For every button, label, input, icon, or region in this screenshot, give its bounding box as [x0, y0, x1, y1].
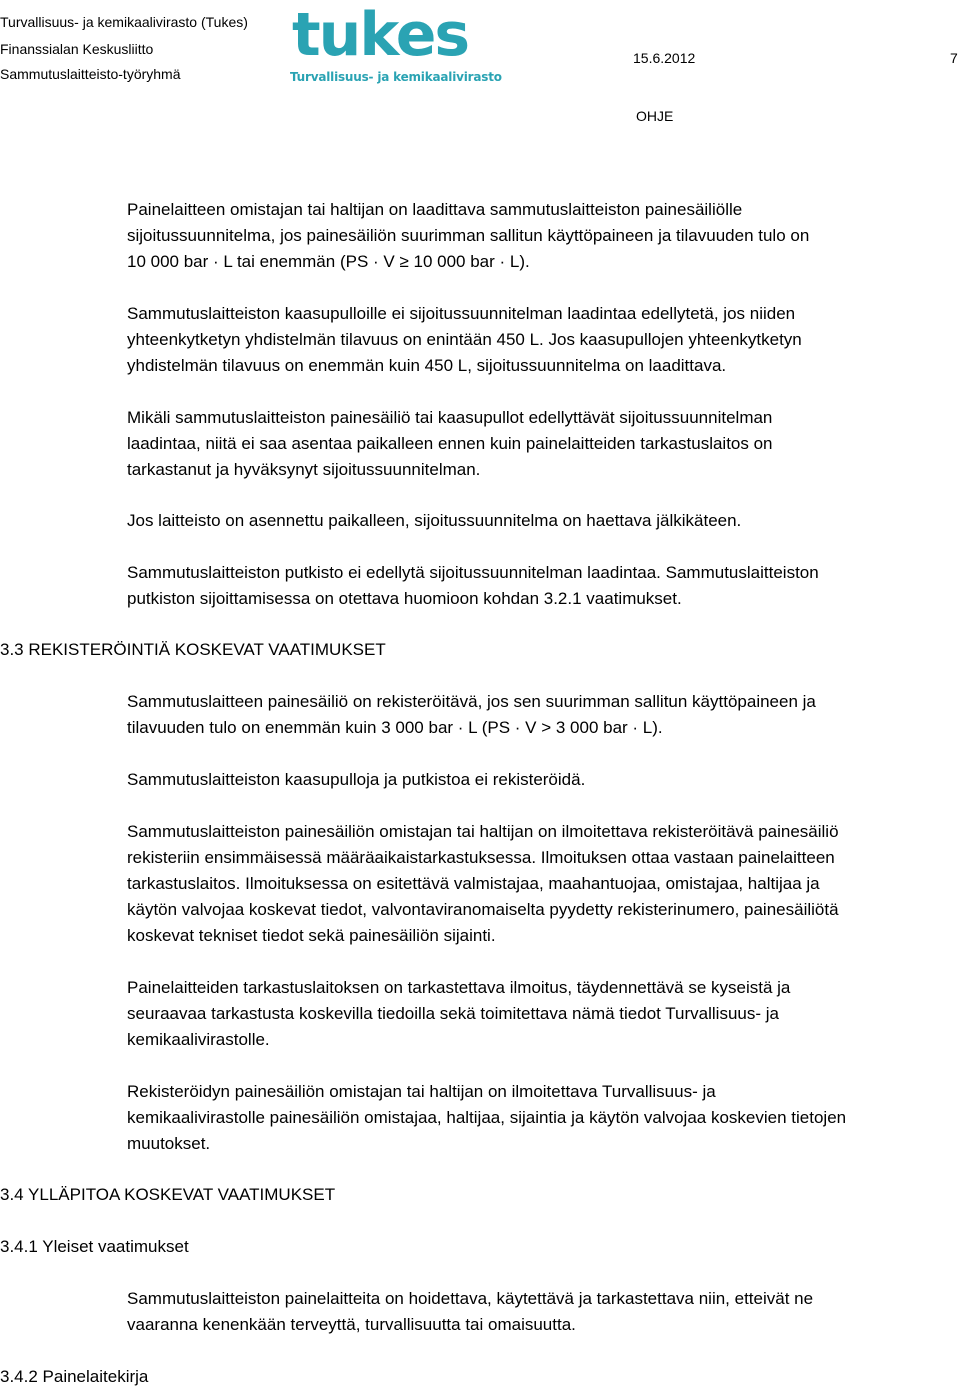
text-line: laadintaa, niitä ei saa asentaa paikalleen ennen kuin painelaitteiden tarkastuslaitos on	[127, 434, 773, 453]
text-line: Mikäli sammutuslaitteiston painesäiliö tai kaasupullot edellyttävät sijoitussuunnitelman	[127, 408, 773, 427]
paragraph-installation	[127, 405, 959, 483]
text-line: Rekisteröidyn painesäiliön omistajan tai haltijan on ilmoitettava Turvallisuus- ja	[127, 1082, 716, 1101]
paragraph-inspection-body	[127, 975, 959, 1053]
text-line: Sammutuslaitteiston kaasupulloille ei sijoitussuunnitelman laadintaa edellytetä, jos niiden	[127, 304, 796, 323]
text-line: Sammutuslaitteen painesäiliö on rekisteröitävä, jos sen suurimman sallitun käyttöpaineen ja	[127, 692, 816, 711]
text-line: rekisteriin ensimmäisessä määräaikaistarkastuksessa. Ilmoituksen ottaa vastaan painelaitteen	[127, 848, 835, 867]
text-line: Jos laitteisto on asennettu paikalleen, sijoitussuunnitelma on haettava jälkikäteen.	[127, 511, 742, 530]
document-header	[0, 10, 248, 87]
text-line: käytön valvojaa koskevat tiedot, valvontaviranomaiselta pyydetty rekisterinumero, painesäiliötä	[127, 900, 839, 919]
text-line: Sammutuslaitteiston painelaitteita on hoidettava, käytettävä ja tarkastettava niin, etteivät ne	[127, 1289, 814, 1308]
logo-word: tukes	[292, 0, 469, 70]
section-heading-3-4-1: 3.4.1 Yleiset vaatimukset	[0, 1237, 189, 1256]
header-organization: Finanssialan Keskusliitto	[0, 41, 154, 57]
paragraph-gas-cylinders	[127, 301, 959, 379]
paragraph-changes	[127, 1079, 959, 1157]
text-line: tilavuuden tulo on enemmän kuin 3 000 bar · L (PS · V > 3 000 bar · L).	[127, 718, 663, 737]
section-heading-3-3: 3.3 REKISTERÖINTIÄ KOSKEVAT VAATIMUKSET	[0, 640, 386, 659]
text-line: yhdistelmän tilavuus on enemmän kuin 450 L, sijoitussuunnitelma on laadittava.	[127, 356, 727, 375]
section-heading-3-4: 3.4 YLLÄPITOA KOSKEVAT VAATIMUKSET	[0, 1185, 336, 1204]
text-line: Sammutuslaitteiston putkisto ei edellytä sijoitussuunnitelman laadintaa. Sammutuslaitteiston	[127, 563, 819, 582]
section-heading-3-4-2: 3.4.2 Painelaitekirja	[0, 1367, 149, 1386]
paragraph-retroactive	[127, 508, 959, 534]
text-line: tarkastuslaitos. Ilmoituksessa on esitettävä valmistajaa, maahantuojaa, omistajaa, haltijaa ja	[127, 874, 820, 893]
text-line: Sammutuslaitteiston kaasupulloja ja putkistoa ei rekisteröidä.	[127, 770, 586, 789]
paragraph-placement-plan	[127, 197, 959, 275]
text-line: Painelaitteen omistajan tai haltijan on laadittava sammutuslaitteiston painesäiliölle	[127, 200, 743, 219]
text-line: vaaranna kenenkään terveyttä, turvallisuutta tai omaisuutta.	[127, 1315, 576, 1334]
text-line: Sammutuslaitteiston painesäiliön omistajan tai haltijan on ilmoitettava rekisteröitävä painesäiliö	[127, 822, 839, 841]
paragraph-registration	[127, 689, 959, 741]
document-type: OHJE	[636, 108, 674, 124]
text-line: yhteenkytketyn yhdistelmän tilavuus on enintään 450 L. Jos kaasupullojen yhteenkytketyn	[127, 330, 802, 349]
paragraph-piping	[127, 560, 959, 612]
text-line: muutokset.	[127, 1134, 211, 1153]
page-number: 7	[950, 50, 958, 66]
text-line: tarkastanut ja hyväksynyt sijoitussuunnitelman.	[127, 460, 481, 479]
text-line: seuraavaa tarkastusta koskevilla tiedoilla sekä toimitettava nämä tiedot Turvallisuus- ja	[127, 1004, 779, 1023]
text-line: kemikaalivirastolle.	[127, 1030, 270, 1049]
text-line: putkiston sijoittamisessa on otettava huomioon kohdan 3.2.1 vaatimukset.	[127, 589, 682, 608]
header-working-group: Sammutuslaitteisto-työryhmä	[0, 66, 181, 82]
text-line: koskevat tekniset tiedot sekä painesäiliön sijainti.	[127, 926, 496, 945]
text-line: 10 000 bar · L tai enemmän (PS · V ≥ 10 000 bar · L).	[127, 252, 530, 271]
text-line: kemikaalivirastolle painesäiliön omistajaa, haltijaa, sijaintia ja käytön valvojaa koskevien tietojen	[127, 1108, 847, 1127]
paragraph-owner-notification	[127, 819, 959, 949]
text-line: sijoitussuunnitelma, jos painesäiliön suurimman sallitun käyttöpaineen ja tilavuuden tulo on	[127, 226, 810, 245]
paragraph-no-registration	[127, 767, 959, 793]
header-date: 15.6.2012	[633, 50, 696, 66]
header-agency: Turvallisuus- ja kemikaalivirasto (Tukes)	[0, 14, 248, 30]
tukes-logo	[290, 0, 502, 92]
text-line: Painelaitteiden tarkastuslaitoksen on tarkastettava ilmoitus, täydennettävä se kyseistä ja	[127, 978, 791, 997]
logo-subtitle: Turvallisuus- ja kemikaalivirasto	[290, 70, 502, 84]
paragraph-maintenance	[127, 1286, 959, 1338]
